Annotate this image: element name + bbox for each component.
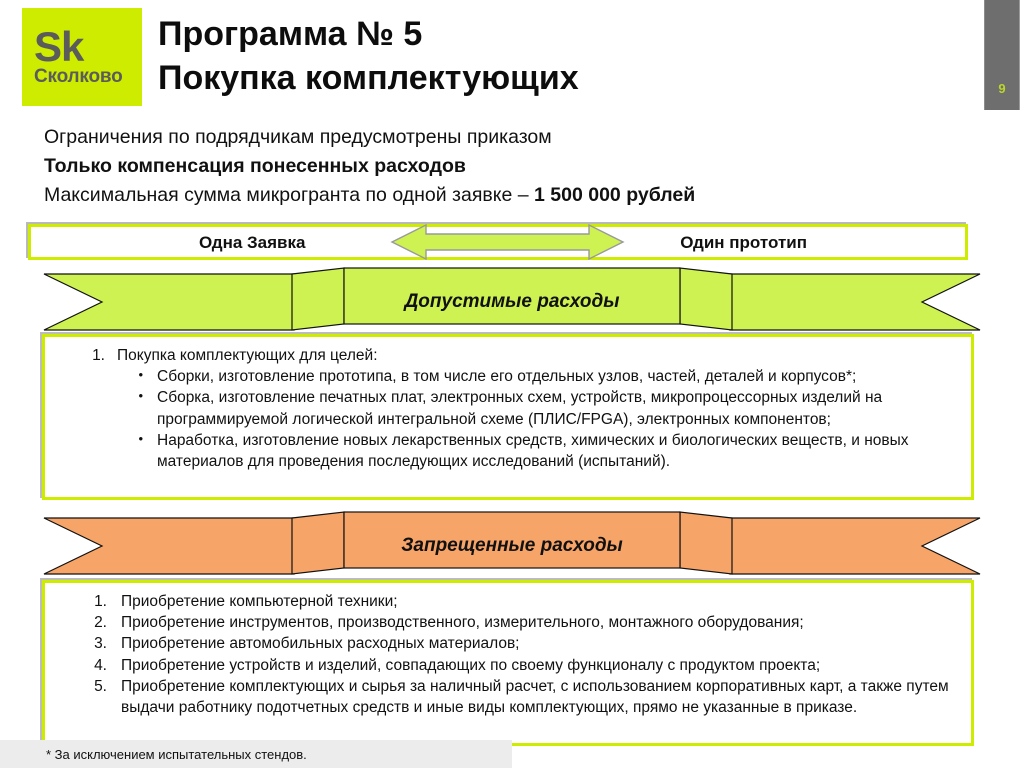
list-marker: 2.	[94, 614, 107, 632]
allowed-expenses-ribbon	[44, 268, 980, 336]
list-item	[79, 655, 959, 676]
list-text: Наработка, изготовление новых лекарственных средств, химических и биологических веществ, и новых материалов для проведения последующих исследований (испытаний).	[157, 431, 909, 471]
list-item	[79, 676, 959, 718]
title-line-2: Покупка комплектующих	[158, 59, 579, 98]
subtitle-line-3	[44, 184, 695, 207]
list-text: Приобретение компьютерной техники;	[121, 593, 398, 610]
list-text: Приобретение устройств и изделий, совпадающих по своему функционалу с продуктом проекта;	[121, 656, 821, 674]
forbidden-expenses-box	[42, 580, 974, 746]
max-grant-amount: 1 500 000 рублей	[534, 184, 696, 206]
list-text: Приобретение инструментов, производственного, измерительного, монтажного оборудования;	[121, 614, 804, 632]
title-line-1: Программа № 5	[158, 15, 423, 53]
list-text: Приобретение автомобильных расходных материалов;	[121, 635, 520, 653]
list-marker: 1.	[92, 347, 105, 364]
banner-label-application: Одна Заявка	[199, 233, 306, 252]
list-marker: 4.	[94, 656, 107, 674]
forbidden-expenses-ribbon	[44, 512, 980, 580]
page-number-bar	[984, 0, 1020, 110]
list-text: Покупка комплектующих для целей:	[117, 347, 378, 364]
list-marker: 5.	[94, 677, 107, 695]
subtitle-line-3-prefix: Максимальная сумма микрогранта по одной заявке –	[44, 184, 535, 206]
allowed-expenses-label: Допустимые расходы	[404, 291, 620, 312]
list-marker: •	[138, 388, 143, 404]
list-marker: 1.	[94, 593, 107, 610]
subtitle-line-1: Ограничения по подрядчикам предусмотрены приказом	[44, 126, 552, 148]
list-item	[79, 612, 959, 633]
allowed-expenses-box	[42, 334, 974, 500]
list-text: Приобретение комплектующих и сырья за наличный расчет, с использованием корпоративных карт, а также путем выдачи работнику подотчетных средств и иные виды комплектующих, прямо не указанные в приказе.	[121, 677, 949, 717]
footnote	[0, 740, 512, 768]
skolkovo-logo	[22, 8, 142, 106]
list-item	[129, 387, 959, 429]
list-text: Сборки, изготовление прототипа, в том числе его отдельных узлов, частей, деталей и корпусов*;	[157, 368, 857, 386]
double-arrow-icon	[390, 221, 625, 263]
list-text: Сборка, изготовление печатных плат, электронных схем, устройств, микропроцессорных изделий на программируемой логической интегральной схеме (ПЛИС/FPGA), электронных компонентов;	[157, 389, 883, 428]
footnote-text: * За исключением испытательных стендов.	[46, 746, 307, 762]
list-marker: •	[138, 430, 143, 446]
page-number: 9	[998, 81, 1006, 96]
list-item	[79, 591, 959, 612]
logo-wordmark: Сколково	[34, 66, 123, 88]
forbidden-expenses-label: Запрещенные расходы	[401, 535, 623, 556]
list-item	[129, 430, 959, 472]
list-item	[129, 366, 959, 387]
list-item	[79, 633, 959, 654]
page-title	[158, 12, 948, 100]
list-item	[75, 345, 959, 366]
list-marker: 3.	[94, 635, 107, 653]
logo-mark: Sk	[34, 22, 84, 70]
list-marker: •	[138, 367, 143, 383]
banner-label-prototype: Один прототип	[680, 233, 807, 252]
subtitle-line-2: Только компенсация понесенных расходов	[44, 155, 466, 177]
